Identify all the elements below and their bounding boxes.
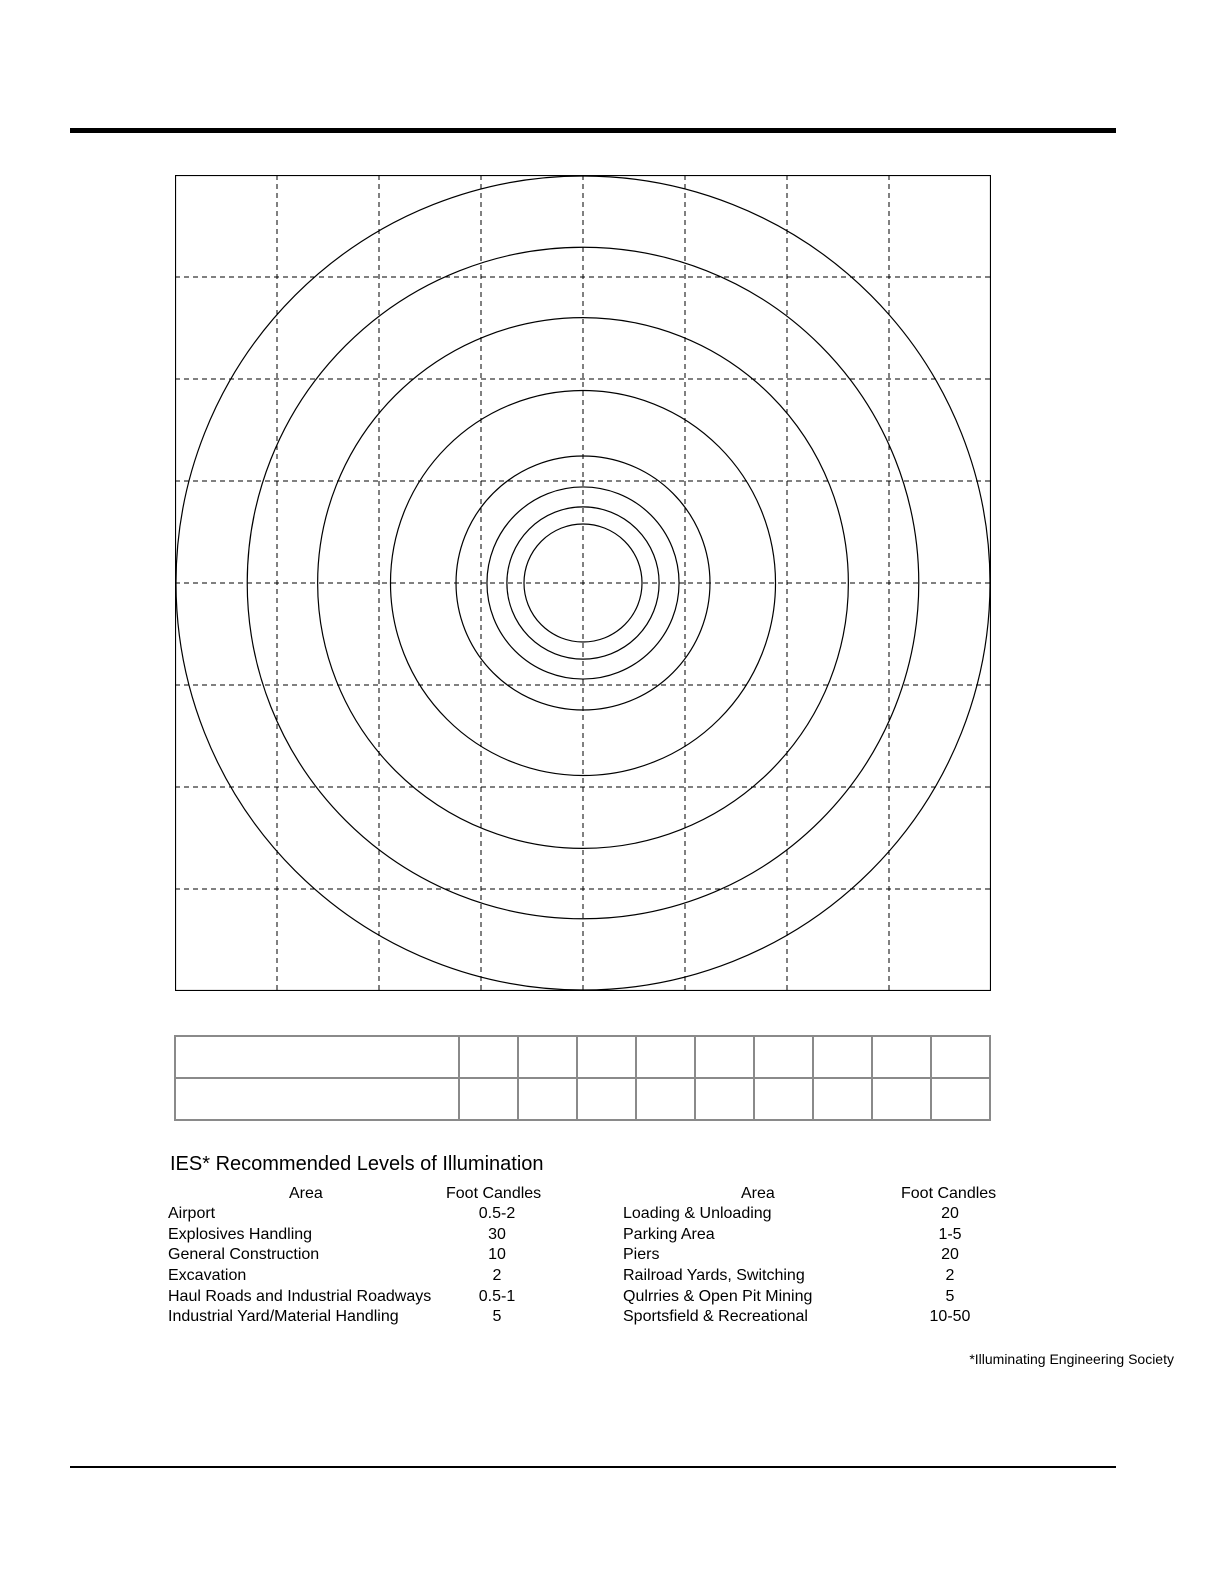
data-grid-value-cell — [813, 1078, 872, 1120]
ies-row — [168, 1307, 568, 1328]
ies-row-area: Industrial Yard/Material Handling — [168, 1308, 399, 1326]
ies-row-area: Sportsfield & Recreational — [623, 1308, 808, 1326]
data-grid-value-cell — [459, 1078, 518, 1120]
data-grid-value-cell — [872, 1078, 931, 1120]
ies-row-foot-candles: 2 — [492, 1267, 502, 1285]
ies-row — [168, 1287, 568, 1308]
data-grid-value-cell — [518, 1036, 577, 1078]
ies-row-foot-candles: 20 — [941, 1205, 959, 1222]
data-entry-grid — [174, 1035, 991, 1121]
ies-row — [623, 1204, 1023, 1225]
bottom-rule — [70, 1466, 1116, 1468]
ies-row-area: Piers — [623, 1246, 660, 1264]
ies-row — [623, 1266, 1023, 1287]
data-grid-label-cell — [175, 1078, 459, 1120]
data-grid-value-cell — [872, 1036, 931, 1078]
footnote: *Illuminating Engineering Society — [969, 1351, 1174, 1367]
ies-row — [168, 1266, 568, 1287]
ies-row-foot-candles: 5 — [492, 1308, 502, 1326]
ies-row-foot-candles: 2 — [945, 1267, 955, 1285]
ies-row-foot-candles: 30 — [488, 1225, 506, 1243]
data-grid-value-cell — [813, 1036, 872, 1078]
header-foot-candles: Foot Candles — [446, 1185, 542, 1202]
ies-illumination-table — [168, 1152, 1174, 1367]
ies-title: IES* Recommended Levels of Illumination — [170, 1153, 544, 1175]
ies-row — [168, 1245, 568, 1266]
ies-row — [168, 1204, 568, 1225]
data-grid-value-cell — [636, 1078, 695, 1120]
ies-row-foot-candles: 20 — [941, 1246, 959, 1264]
ies-row-foot-candles: 0.5-2 — [478, 1205, 516, 1222]
data-grid-value-cell — [754, 1078, 813, 1120]
data-grid-row — [175, 1078, 990, 1120]
ies-row-area: Explosives Handling — [168, 1225, 313, 1243]
ies-row-area: Parking Area — [623, 1225, 715, 1243]
ies-row-area: General Construction — [168, 1246, 320, 1264]
data-grid-value-cell — [518, 1078, 577, 1120]
data-grid-label-cell — [175, 1036, 459, 1078]
data-grid-value-cell — [695, 1078, 754, 1120]
header-foot-candles: Foot Candles — [901, 1185, 997, 1202]
data-grid-value-cell — [459, 1036, 518, 1078]
ies-left-header — [168, 1184, 568, 1204]
ies-row — [623, 1245, 1023, 1266]
ies-row-foot-candles: 10 — [488, 1246, 506, 1264]
ies-row-area: Excavation — [168, 1267, 247, 1285]
data-grid-value-cell — [754, 1036, 813, 1078]
ies-row-area: Haul Roads and Industrial Roadways — [168, 1287, 432, 1305]
data-grid-value-cell — [636, 1036, 695, 1078]
data-grid-value-cell — [577, 1078, 636, 1120]
ies-left-column — [168, 1184, 568, 1328]
ies-row-area: Loading & Unloading — [623, 1205, 772, 1222]
ies-right-header — [623, 1184, 1023, 1204]
ies-row — [623, 1307, 1023, 1328]
ies-row-area: Railroad Yards, Switching — [623, 1267, 805, 1285]
ies-row-area: Qulrries & Open Pit Mining — [623, 1287, 813, 1305]
ies-row-foot-candles: 0.5-1 — [478, 1287, 516, 1305]
data-grid-value-cell — [931, 1078, 990, 1120]
ies-row — [623, 1287, 1023, 1308]
data-grid-value-cell — [695, 1036, 754, 1078]
ies-right-column — [623, 1184, 1023, 1328]
data-grid-value-cell — [931, 1036, 990, 1078]
grid-lines — [175, 175, 991, 991]
ies-row-area: Airport — [168, 1205, 216, 1222]
ies-row-foot-candles: 1-5 — [938, 1225, 962, 1243]
ies-row-foot-candles: 5 — [945, 1287, 955, 1305]
ies-row-foot-candles: 10-50 — [929, 1308, 971, 1326]
header-area: Area — [741, 1185, 775, 1202]
ies-row — [168, 1225, 568, 1246]
ies-row — [623, 1225, 1023, 1246]
illumination-plot-grid — [175, 175, 991, 991]
top-rule — [70, 128, 1116, 133]
data-grid-value-cell — [577, 1036, 636, 1078]
header-area: Area — [289, 1185, 323, 1202]
data-grid-row — [175, 1036, 990, 1078]
